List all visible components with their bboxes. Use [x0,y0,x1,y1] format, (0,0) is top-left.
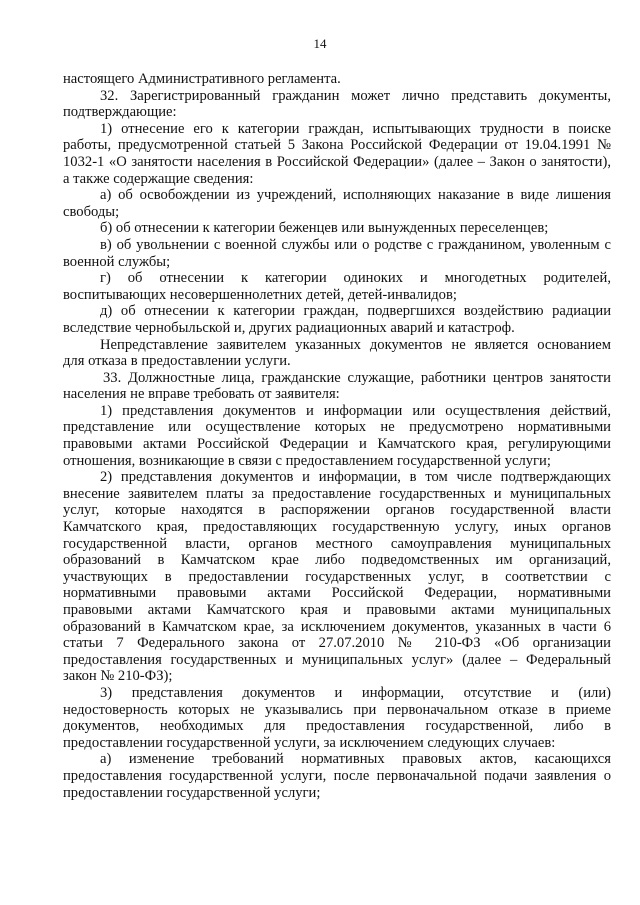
text-line: предоставления государственных и муниципальных услуг» (далее – Федеральный [63,651,611,668]
document-body [63,71,611,801]
text-line: военной службы; [63,253,171,270]
text-line: а также содержащие сведения: [63,170,254,187]
text-line: предоставлении государственной услуги; [63,784,321,801]
text-line: образований в Камчатском крае либо подведомственных им организаций, [63,552,611,569]
text-line: представление или осуществление которых не предусмотрено нормативными [63,419,611,436]
text-line: документов, необходимых для предоставления государственной, либо в [63,718,611,735]
text-line: 2) представления документов и информации, в том числе подтверждающих [100,469,611,486]
text-line: в) об увольнении с военной службы или о родстве с гражданином, уволенным с [100,236,611,253]
text-line: 1) представления документов и информации или осуществления действий, [100,402,611,419]
text-line: отношения, возникающие в связи с предоставлением государственной услуги; [63,452,551,469]
text-line: вследствие чернобыльской и, других радиационных аварий и катастроф. [63,319,515,336]
text-line: 32. Зарегистрированный гражданин может лично представить документы, [100,87,611,104]
text-line: а) об освобождении из учреждений, исполняющих наказание в виде лишения [100,187,611,204]
text-line: для отказа в предоставлении услуги. [63,353,291,370]
text-line: Камчатского края, предоставляющих государственную услугу, иных органов [63,519,611,536]
text-line: предоставлении государственной услуги, за исключением следующих случаев: [63,734,556,751]
text-line: 33. Должностные лица, гражданские служащие, работники центров занятости [103,369,611,386]
text-line: свободы; [63,203,120,220]
text-line: услуг, которые находятся в распоряжении органов государственной власти [63,502,611,519]
text-line: образований в Камчатском крае, за исключением документов, указанных в части 6 [63,618,611,635]
text-line: воспитывающих несовершеннолетних детей, детей-инвалидов; [63,286,457,303]
text-line: предоставления государственной услуги, после первоначальной подачи заявления о [63,767,611,784]
text-line: нормативными правовыми актами Российской Федерации, нормативными [63,585,611,602]
text-line: участвующих в предоставлении государственных услуг, в соответствии с [63,568,611,585]
text-line: государственной власти, органов местного самоуправления муниципальных [63,535,611,552]
text-line: Непредставление заявителем указанных документов не является основанием [100,336,611,353]
text-line: населения не вправе требовать от заявителя: [63,386,340,403]
page-number: 14 [313,36,327,51]
text-line: статьи 7 Федерального закона от 27.07.2010 № 210-ФЗ «Об организации [63,635,611,652]
text-line: подтверждающие: [63,104,177,121]
text-line: недостоверность которых не указывались при первоначальном отказе в приеме [63,701,611,718]
text-line: работы, предусмотренной статьей 5 Закона Российской Федерации от 19.04.1991 № [63,137,611,154]
text-line: а) изменение требований нормативных правовых актов, касающихся [100,751,611,768]
text-line: правовыми актами Камчатского края и правовыми актами муниципальных [63,602,611,618]
text-line: 1032-1 «О занятости населения в Российской Федерации» (далее – Закон о занятости), [63,153,611,170]
text-line: б) об отнесении к категории беженцев или вынужденных переселенцев; [100,220,549,237]
text-line: 1) отнесение его к категории граждан, испытывающих трудности в поиске [100,120,611,137]
text-line: правовыми актами Российской Федерации и Камчатского края, регулирующими [63,436,611,453]
text-line: настоящего Административного регламента. [63,71,341,87]
text-line: д) об отнесении к категории граждан, подвергшихся воздействию радиации [100,303,611,320]
text-line: г) об отнесении к категории одиноких и многодетных родителей, [100,270,611,287]
text-line: внесение заявителем платы за предоставление государственных и муниципальных [63,485,611,502]
text-line: 3) представления документов и информации, отсутствие и (или) [100,684,611,701]
text-line: закон № 210-ФЗ); [63,668,173,685]
